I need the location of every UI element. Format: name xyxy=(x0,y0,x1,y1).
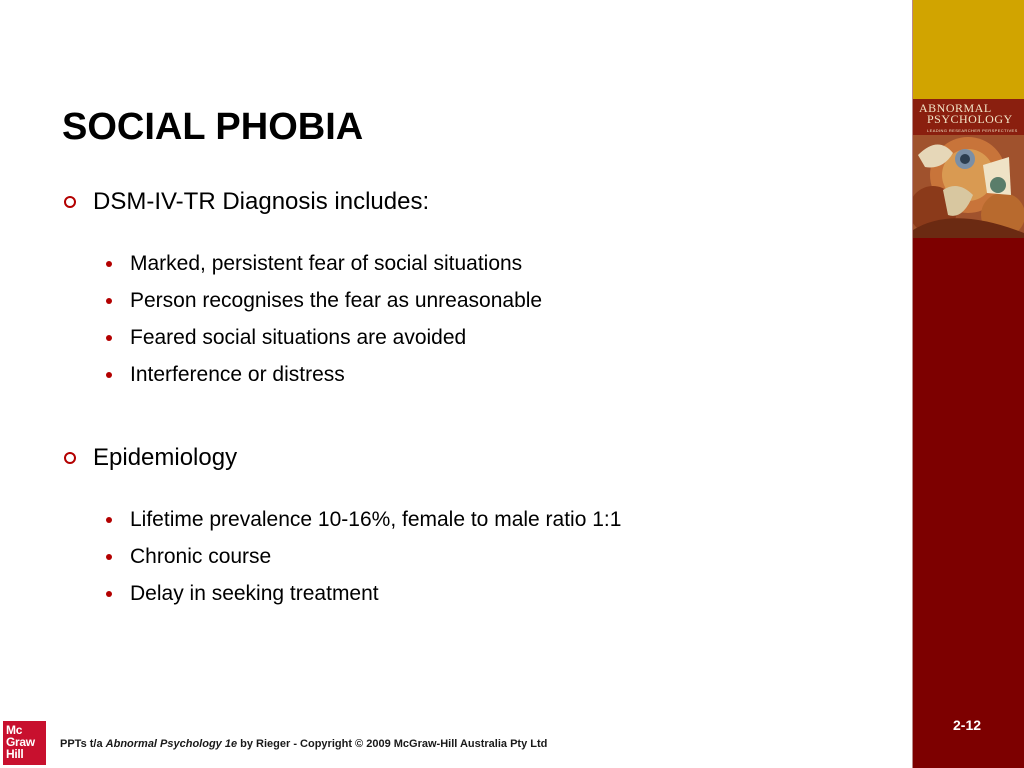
bullet-dot-icon xyxy=(106,335,112,341)
section-heading-epidemiology xyxy=(62,444,237,472)
slide-title: SOCIAL PHOBIA xyxy=(62,106,364,148)
list-item: Feared social situations are avoided xyxy=(104,319,542,356)
bullet-dot-icon xyxy=(106,554,112,560)
diagnosis-bullet-list xyxy=(104,245,542,393)
list-item: Marked, persistent fear of social situations xyxy=(104,245,542,282)
book-cover-subtitle: LEADING RESEARCHER PERSPECTIVES xyxy=(927,128,1018,133)
section-heading-text: Epidemiology xyxy=(93,444,238,471)
copyright-footer: PPTs t/a Abnormal Psychology 1e by Rieger - Copyright © 2009 McGraw-Hill Australia Pty Ltd xyxy=(60,738,548,750)
bullet-dot-icon xyxy=(106,517,112,523)
list-item: Person recognises the fear as unreasonable xyxy=(104,282,542,319)
footer-book-title: Abnormal Psychology 1e xyxy=(105,738,238,750)
list-item: Chronic course xyxy=(104,538,621,575)
list-item: Interference or distress xyxy=(104,356,542,393)
ring-bullet-icon xyxy=(64,196,76,208)
section-heading-text: DSM-IV-TR Diagnosis includes: xyxy=(93,188,430,215)
ring-bullet-icon xyxy=(64,452,76,464)
page-number: 2-12 xyxy=(953,717,982,733)
list-item: Delay in seeking treatment xyxy=(104,575,621,612)
mcgraw-hill-logo: Mc Graw Hill xyxy=(3,721,46,765)
epidemiology-bullet-list xyxy=(104,501,621,612)
bullet-dot-icon xyxy=(106,591,112,597)
book-cover-title: ABNORMAL PSYCHOLOGY xyxy=(919,101,1013,126)
bullet-dot-icon xyxy=(106,298,112,304)
section-heading-diagnosis xyxy=(62,188,429,216)
list-item: Lifetime prevalence 10-16%, female to male ratio 1:1 xyxy=(104,501,621,538)
sidebar-gold-band xyxy=(913,0,1024,99)
bullet-dot-icon xyxy=(106,261,112,267)
book-cover xyxy=(913,99,1024,238)
book-cover-art xyxy=(913,135,1024,238)
bullet-dot-icon xyxy=(106,372,112,378)
